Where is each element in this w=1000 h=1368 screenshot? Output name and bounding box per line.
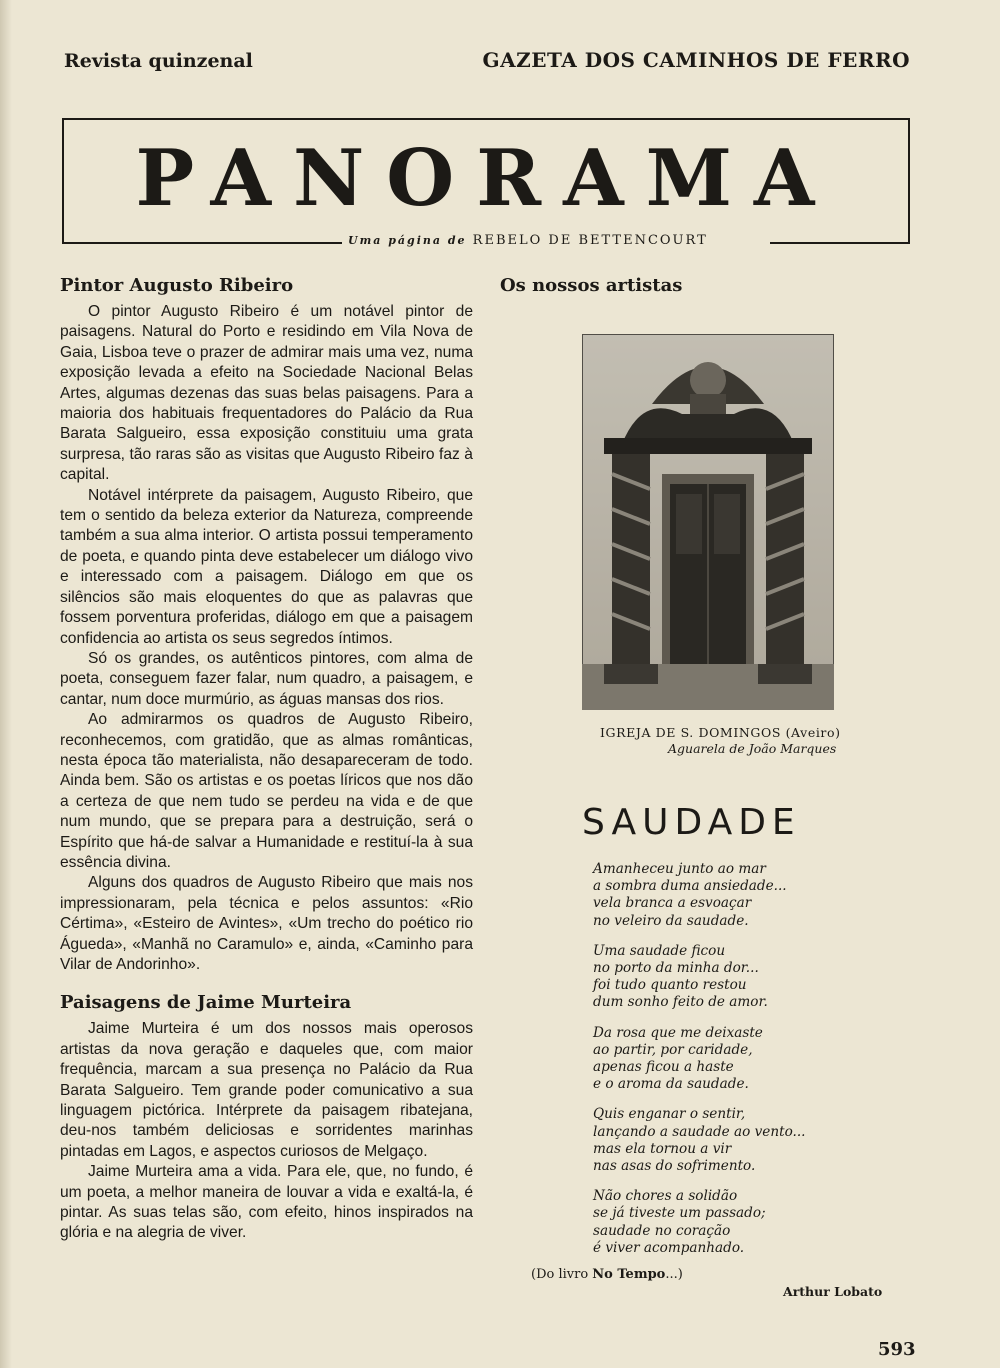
source-suffix: ...) — [665, 1267, 683, 1282]
article-paragraph: Notável intérprete da paisagem, Augusto Ribeiro, que tem o sentido da beleza exterior da Natureza, compreende também a sua alma interior. O artista possui temperamento de poeta, e quando pinta deve estabelecer um diálogo vivo e interessado com a paisagem. Diálogo em que os silêncios são mais eloquentes do que as palavras que fossem porventura proferidas, diálogo em que a paisagem confidencia ao artista os seus segredos íntimos. — [60, 486, 473, 647]
poem-line: lançando a saudade ao vento... — [593, 1123, 806, 1140]
poem-author: Arthur Lobato — [783, 1284, 883, 1299]
photo-caption: IGREJA DE S. DOMINGOS (Aveiro) — [600, 725, 841, 740]
poem-line: apenas ficou a haste — [593, 1059, 734, 1076]
poem-line: Da rosa que me deixaste — [593, 1024, 763, 1041]
byline-prefix: Uma página de — [348, 234, 467, 247]
masthead-title: PANORAMA — [135, 133, 837, 224]
article-paragraph: O pintor Augusto Ribeiro é um notável pintor de paisagens. Natural do Porto e residindo em Vila Nova de Gaia, Lisboa teve o prazer de admirar mais uma vez, numa exposição levada a efeito na Sociedade Nacional Belas Artes, algumas dezenas das suas belas paisagens. Para a maioria dos habituais frequentadores do Palácio da Rua Barata Salgueiro, essa exposição constituiu uma grata surpresa, tão raras são as visitas que Augusto Ribeiro faz à capital. — [60, 303, 473, 484]
poem-line: e o aroma da saudade. — [593, 1076, 749, 1093]
poem-line: nas asas do sofrimento. — [593, 1158, 756, 1175]
source-book: No Tempo — [592, 1267, 666, 1282]
church-portal-photo — [582, 334, 834, 710]
poem-line: Quis enganar o sentir, — [593, 1106, 746, 1123]
poem-stanza — [593, 1188, 805, 1257]
section-title-jaime-murteira: Paisagens de Jaime Murteira — [60, 992, 352, 1014]
poem-line: Uma saudade ficou — [593, 942, 726, 959]
poem-line: foi tudo quanto restou — [593, 977, 747, 994]
article-paragraph: Alguns dos quadros de Augusto Ribeiro que mais nos impressionaram, pela técnica e pelos assuntos: «Rio Cértima», «Esteiro de Avintes», «Um trecho do poético rio Águeda», «Manhã no Caramulo» e, ainda, «Caminho para Vilar de Andorinho». — [60, 874, 473, 973]
poem-stanza — [593, 1106, 805, 1175]
photo-credit: Aguarela de João Marques — [668, 741, 837, 756]
section-title-augusto-ribeiro: Pintor Augusto Ribeiro — [60, 275, 294, 296]
poem-stanza — [593, 1025, 805, 1094]
running-header-left: Revista quinzenal — [64, 50, 253, 72]
running-header-right: GAZETA DOS CAMINHOS DE FERRO — [482, 48, 910, 72]
poem-line: saudade no coração — [593, 1222, 731, 1239]
page-edge — [0, 0, 12, 1368]
article-paragraph: Jaime Murteira é um dos nossos mais operosos artistas da nova geração e daqueles que, com maior frequência, marcam a sua presença no Palácio da Rua Barata Salgueiro. Tem grande poder comunicativo a sua linguagem pictórica. Intérprete da paisagem ribatejana, deu-nos também deliciosas e sorridentes marinhas pintadas em Lagos, e aspectos curiosos de Melgaço. — [60, 1020, 473, 1160]
poem-line: dum sonho feito de amor. — [593, 994, 768, 1011]
poem — [593, 861, 805, 1270]
poem-line: ao partir, por caridade, — [593, 1041, 753, 1058]
poem-line: é viver acompanhado. — [593, 1239, 745, 1256]
poem-line: se já tiveste um passado; — [593, 1205, 766, 1222]
poem-line: mas ela tornou a vir — [593, 1140, 732, 1157]
left-column — [60, 274, 473, 1244]
masthead-rule-right — [770, 242, 910, 244]
section-title-artists: Os nossos artistas — [500, 275, 683, 296]
byline-author: REBELO DE BETTENCOURT — [472, 233, 708, 248]
source-prefix: (Do livro — [531, 1267, 589, 1282]
poem-stanza — [593, 861, 805, 930]
masthead-frame — [62, 118, 910, 242]
article-paragraph: Jaime Murteira ama a vida. Para ele, que, no fundo, é um poeta, a melhor maneira de louvar a vida e exaltá-la, é pintar. As suas telas são, com efeito, hinos inspirados na glória e na alegria de viver. — [60, 1163, 473, 1242]
poem-line: Amanheceu junto ao mar — [593, 861, 766, 877]
poem-line: no porto da minha dor... — [593, 960, 759, 977]
poem-line: Não chores a solidão — [593, 1188, 738, 1205]
poem-title: SAUDADE — [582, 802, 801, 843]
page-number: 593 — [878, 1339, 916, 1360]
masthead-rule-left — [62, 242, 342, 244]
article-paragraph: Ao admirarmos os quadros de Augusto Ribeiro, reconhecemos, com gratidão, que as almas românticas, nesta época tão materialista, não desapareceram de todo. Ainda bem. São os artistas e os poetas líricos que nos dão a certeza de que nem tudo se perdeu na vida e de que num mundo, que se prepara para a destruição, será o Espírito que há-de salvar a Humanidade e restituí-la à sua essência divina. — [60, 711, 473, 871]
poem-source — [531, 1267, 683, 1282]
poem-line: a sombra duma ansiedade... — [593, 878, 787, 895]
byline — [348, 233, 708, 248]
poem-stanza — [593, 943, 805, 1012]
article-paragraph: Só os grandes, os autênticos pintores, com alma de poeta, conseguem fazer falar, num quadro, a paisagem, e cantar, num doce murmúrio, as águas mansas dos rios. — [60, 649, 473, 708]
poem-line: no veleiro da saudade. — [593, 912, 749, 929]
right-column — [500, 274, 920, 298]
poem-line: vela branca a esvoaçar — [593, 895, 752, 912]
